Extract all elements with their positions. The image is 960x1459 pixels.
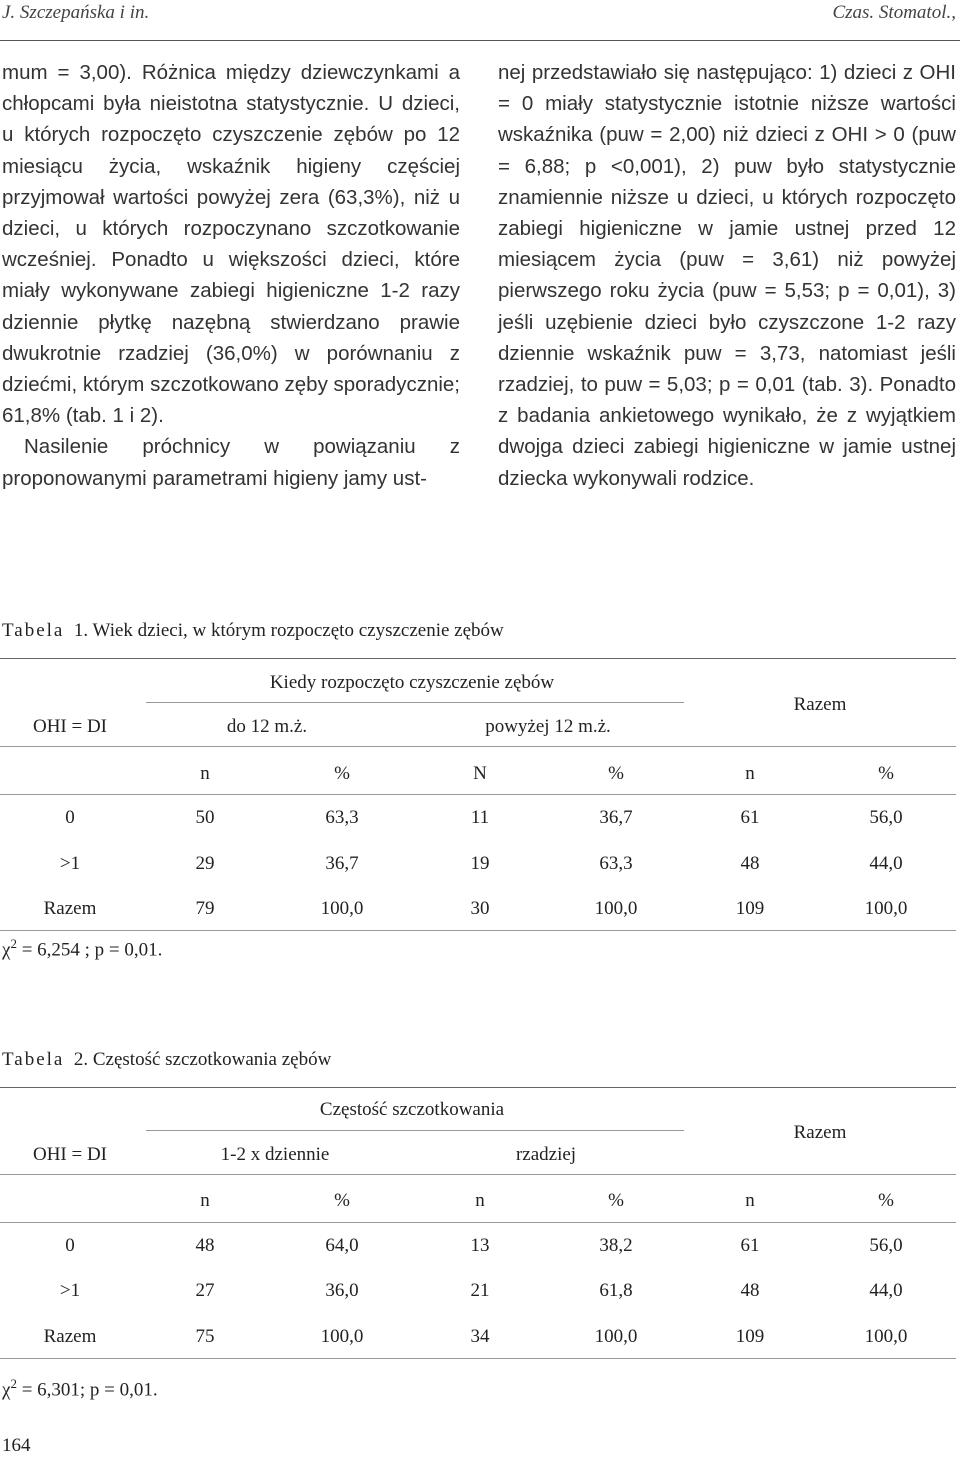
table1-cell: 79 [195, 898, 215, 919]
table2-unit: n [200, 1190, 210, 1211]
table2-cell: 64,0 [325, 1235, 359, 1256]
table1-cell: 100,0 [320, 898, 364, 919]
table2-cell: 109 [735, 1326, 765, 1347]
table2-units-rule [0, 1222, 956, 1223]
table2-caption [2, 1049, 331, 1071]
table2-group-header: Częstość szczotkowania [319, 1099, 505, 1120]
table1-cell: 29 [195, 853, 215, 874]
table1-cell: 0 [65, 807, 75, 828]
table1-chi-square [2, 936, 162, 961]
table1-unit: n [200, 763, 210, 784]
table2-cell: Razem [43, 1326, 97, 1347]
table1-bottom-rule [0, 930, 956, 931]
chi-value: = 6,301; p = 0,01. [16, 1379, 158, 1401]
table2-total-header: Razem [793, 1122, 847, 1143]
table1-header-rule [0, 746, 956, 747]
table2-sub-header-2: rzadziej [515, 1144, 577, 1165]
chi-exponent: 2 [10, 936, 17, 951]
table2-cell: >1 [59, 1280, 81, 1301]
table1-number: 1 [73, 620, 84, 641]
table2-cell: 61 [740, 1235, 760, 1256]
table2-cell: 56,0 [869, 1235, 903, 1256]
left-text-column [2, 57, 460, 494]
table2-unit: % [334, 1190, 350, 1211]
table2-cell: 44,0 [869, 1280, 903, 1301]
table1-label: Tabela [2, 620, 65, 641]
table1-top-rule [0, 658, 956, 659]
table1-caption [2, 620, 504, 642]
table1-unit: % [334, 763, 350, 784]
table1-cell: 44,0 [869, 853, 903, 874]
table2-group-rule [146, 1130, 684, 1131]
table1-unit: % [608, 763, 624, 784]
table1-units-rule [0, 794, 956, 795]
table1-cell: 48 [740, 853, 760, 874]
table2-unit: % [878, 1190, 894, 1211]
table2-number: 2 [73, 1049, 84, 1070]
table1-cell: >1 [59, 853, 81, 874]
table1-cell: 50 [195, 807, 215, 828]
table2-chi-square [2, 1376, 158, 1401]
table2-stub-header: OHI = DI [32, 1144, 108, 1165]
table1-cell: 36,7 [599, 807, 633, 828]
table2-unit: % [608, 1190, 624, 1211]
table1-cell: 11 [470, 807, 490, 828]
left-paragraph-1: mum = 3,00). Różnica między dziewczynkami a chłopcami była nieistotna statystycznie. U dzieci, u których rozpoczęto czyszczenie zębów po 12 miesiącu życia, wskaźnik higieny częściej przyjmował wartości powyżej zera (63,3%), niż u dzieci, u których rozpoczynano szczotkowanie wcześniej. Ponadto u większości dzieci, które miały wykonywane zabiegi higieniczne 1-2 razy dziennie płytkę nazębną stwierdzano prawie dwukrotnie rzadziej (36,0%) w porównaniu z dziećmi, którym szczotkowano zęby sporadycznie; 61,8% (tab. 1 i 2). [2, 61, 461, 428]
table1-sub-header-1: do 12 m.ż. [226, 716, 308, 737]
table2-cell: 38,2 [599, 1235, 633, 1256]
table1-cell: 63,3 [325, 807, 359, 828]
header-rule [0, 40, 960, 41]
table1-cell: 56,0 [869, 807, 903, 828]
table1-unit: n [745, 763, 755, 784]
table2-cell: 0 [65, 1235, 75, 1256]
table1-cell: 30 [470, 898, 490, 919]
chi-exponent: 2 [10, 1376, 17, 1391]
table1-stub-header: OHI = DI [32, 716, 108, 737]
table2-cell: 36,0 [325, 1280, 359, 1301]
table1-total-header: Razem [793, 694, 847, 715]
table2-title: . Częstość szczotkowania zębów [83, 1049, 332, 1070]
table2-cell: 100,0 [320, 1326, 364, 1347]
table2-cell: 27 [195, 1280, 215, 1301]
chi-symbol: χ [2, 1379, 11, 1401]
table2-unit: n [475, 1190, 485, 1211]
table1-title: . Wiek dzieci, w którym rozpoczęto czyszczenie zębów [83, 620, 504, 641]
table2-cell: 100,0 [864, 1326, 908, 1347]
table2-unit: n [745, 1190, 755, 1211]
table2-label: Tabela [2, 1049, 65, 1070]
table2-cell: 21 [470, 1280, 490, 1301]
left-paragraph-2: Nasilenie próchnicy w powiązaniu z proponowanymi parametrami higieny jamy ust- [2, 435, 460, 490]
table2-top-rule [0, 1087, 956, 1088]
table1-sub-header-2: powyżej 12 m.ż. [485, 716, 611, 737]
table1-unit: % [878, 763, 894, 784]
table2-cell: 34 [470, 1326, 490, 1347]
table1-cell: 100,0 [594, 898, 638, 919]
page-number: 164 [2, 1435, 31, 1456]
table2-cell: 61,8 [599, 1280, 633, 1301]
table1-group-rule [146, 702, 684, 703]
chi-value: = 6,254 ; p = 0,01. [16, 939, 163, 961]
table1-cell: Razem [43, 898, 97, 919]
table1-cell: 61 [740, 807, 760, 828]
table1-cell: 100,0 [864, 898, 908, 919]
table2-cell: 48 [740, 1280, 760, 1301]
table2-sub-header-1: 1-2 x dziennie [220, 1144, 330, 1165]
table1-cell: 19 [470, 853, 490, 874]
table1-cell: 109 [735, 898, 765, 919]
table2-bottom-rule [0, 1358, 956, 1359]
right-paragraph-1: nej przedstawiało się następująco: 1) dzieci z OHI = 0 miały statystycznie istotnie niższe wartości wskaźnika (puw = 2,00) niż dzieci z OHI > 0 (puw = 6,88; p <0,001), 2) puw było statystycznie znamiennie niższe u dzieci, u których rozpoczęto zabiegi higieniczne w jamie ustnej przed 12 miesiącem życia (puw = 3,61) niż powyżej pierwszego roku życia (puw = 5,53; p = 0,01), 3) jeśli uzębienie dzieci było czyszczone 1-2 razy dziennie wskaźnik puw = 3,73, natomiast jeśli rzadziej, to puw = 5,03; p = 0,01 (tab. 3). Ponadto z badania ankietowego wynikało, że z wyjątkiem dwojga dzieci zabiegi higieniczne w jamie ustnej dziecka wykonywali rodzice. [498, 61, 956, 490]
right-text-column [498, 57, 956, 494]
table1-group-header: Kiedy rozpoczęto czyszczenie zębów [269, 672, 555, 693]
running-header-journal: Czas. Stomatol., [832, 2, 956, 23]
table2-cell: 13 [470, 1235, 490, 1256]
table2-cell: 100,0 [594, 1326, 638, 1347]
table2-cell: 75 [195, 1326, 215, 1347]
running-header-author: J. Szczepańska i in. [2, 2, 150, 23]
table1-unit: N [473, 763, 487, 784]
table1-cell: 36,7 [325, 853, 359, 874]
table2-header-rule [0, 1174, 956, 1175]
table2-cell: 48 [195, 1235, 215, 1256]
table1-cell: 63,3 [599, 853, 633, 874]
chi-symbol: χ [2, 939, 11, 961]
